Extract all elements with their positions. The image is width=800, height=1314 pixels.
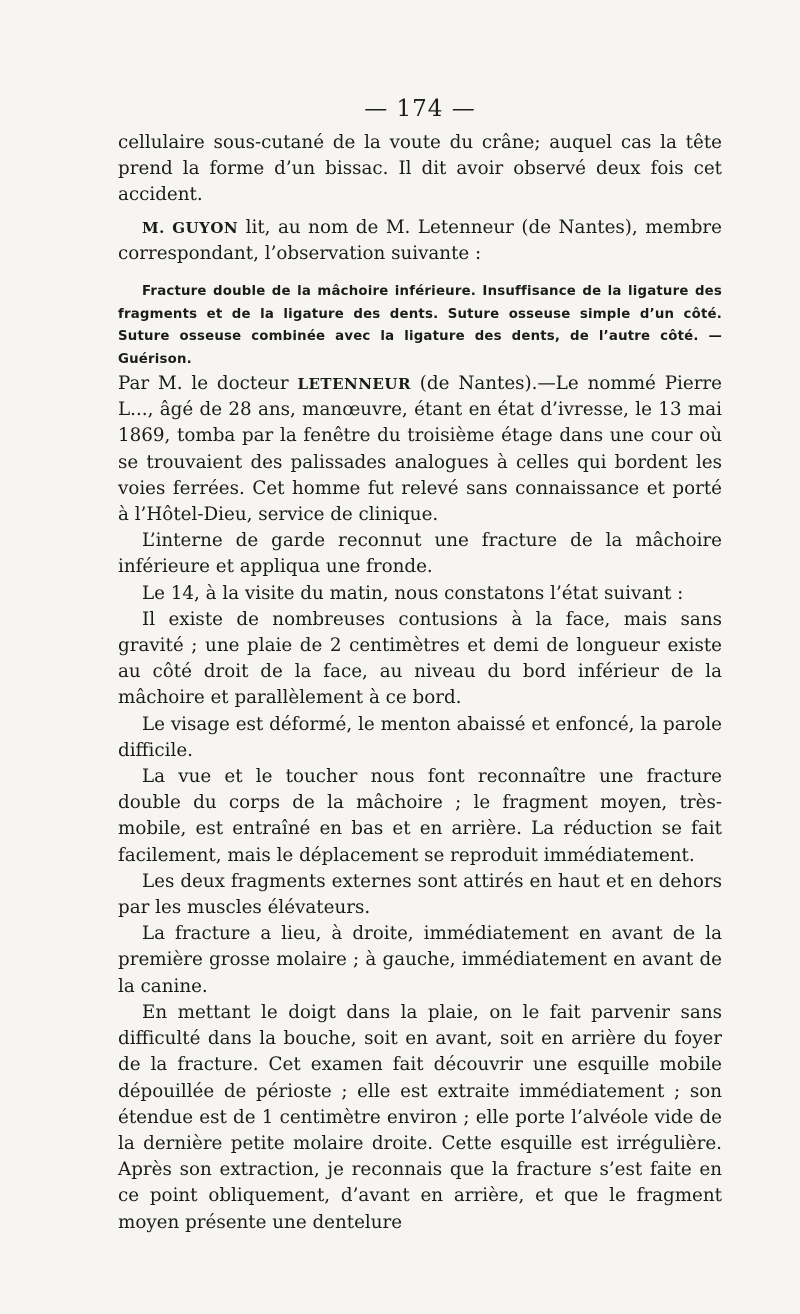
page-number: — 174 — xyxy=(364,96,476,122)
paragraph-fragments: Les deux fragments externes sont attirés en haut et en dehors par les muscles élévateurs. xyxy=(118,870,722,919)
paragraph-lieu: La fracture a lieu, à droite, immédiatement en avant de la première grosse molaire ; à gauche, immédiatement en avant de la canine. xyxy=(118,923,722,997)
paragraph-guyon-text: lit, au nom de M. Letenneur (de Nantes), membre correspondant, l’observation suivante : xyxy=(118,216,722,264)
paragraph-letenneur xyxy=(118,371,722,528)
paragraph-letenneur-text: (de Nantes).—Le nommé Pierre L..., âgé de 28 ans, manœuvre, étant en état d’ivresse, le 13 mai 1869, tomba par la fenêtre du troisième étage dans une cour où se trouvaient des palissades analogues à celles qui bordent les voies ferrées. Cet homme fut relevé sans connaissance et porté à l’Hôtel-Dieu, service de clinique. xyxy=(118,373,722,526)
author-name-letenneur: LETENNEUR xyxy=(297,375,411,394)
paragraph-interne: L’interne de garde reconnut une fracture de la mâchoire inférieure et appliqua une fronde. xyxy=(118,530,722,578)
paragraph-continuation: cellulaire sous-cutané de la voute du crâne; auquel cas la tête prend la forme d’un bissac. Il dit avoir observé deux fois cet accident. xyxy=(118,132,722,206)
paragraph-examen: En mettant le doigt dans la plaie, on le fait parvenir sans difficulté dans la bouche, soit en avant, soit en arrière du foyer de la fracture. Cet examen fait découvrir une esquille mobile dépouillée de périoste ; elle est extraite immédiatement ; son étendue est de 1 centimètre environ ; elle porte l’alvéole vide de la dernière petite molaire droite. Cette esquille est irrégulière. Après son extraction, je reconnais que la fracture s’est faite en ce point obliquement, d’avant en arrière, et que le fragment moyen présente une dentelure xyxy=(118,1001,722,1233)
paragraph-fracture-double: La vue et le toucher nous font reconnaître une fracture double du corps de la mâchoire ; le fragment moyen, très-mobile, est entraîné en bas et en arrière. La réduction se fait facilement, mais le déplacement se reproduit immédiatement. xyxy=(118,766,722,866)
paragraph-contusions: Il existe de nombreuses contusions à la face, mais sans gravité ; une plaie de 2 centimètres et demi de longueur existe au côté droit de la face, au niveau du bord inférieur de la mâchoire et parallèlement à ce bord. xyxy=(118,608,722,709)
observation-heading: Fracture double de la mâchoire inférieure. Insuffisance de la ligature des fragments et de la ligature des dents. Suture osseuse simple d’un côté. Suture osseuse combinée avec la ligature des dents, de l’autre côté. — Guérison. xyxy=(118,284,722,367)
paragraph-visite: Le 14, à la visite du matin, nous constatons l’état suivant : xyxy=(142,582,684,604)
paragraph-guyon xyxy=(118,215,722,267)
page-text xyxy=(118,96,722,1236)
paragraph-letenneur-prefix: Par M. le docteur xyxy=(118,373,298,395)
author-name-guyon: M. GUYON xyxy=(142,218,239,237)
paragraph-visage: Le visage est déformé, le menton abaissé et enfoncé, la parole difficile. xyxy=(118,713,722,761)
